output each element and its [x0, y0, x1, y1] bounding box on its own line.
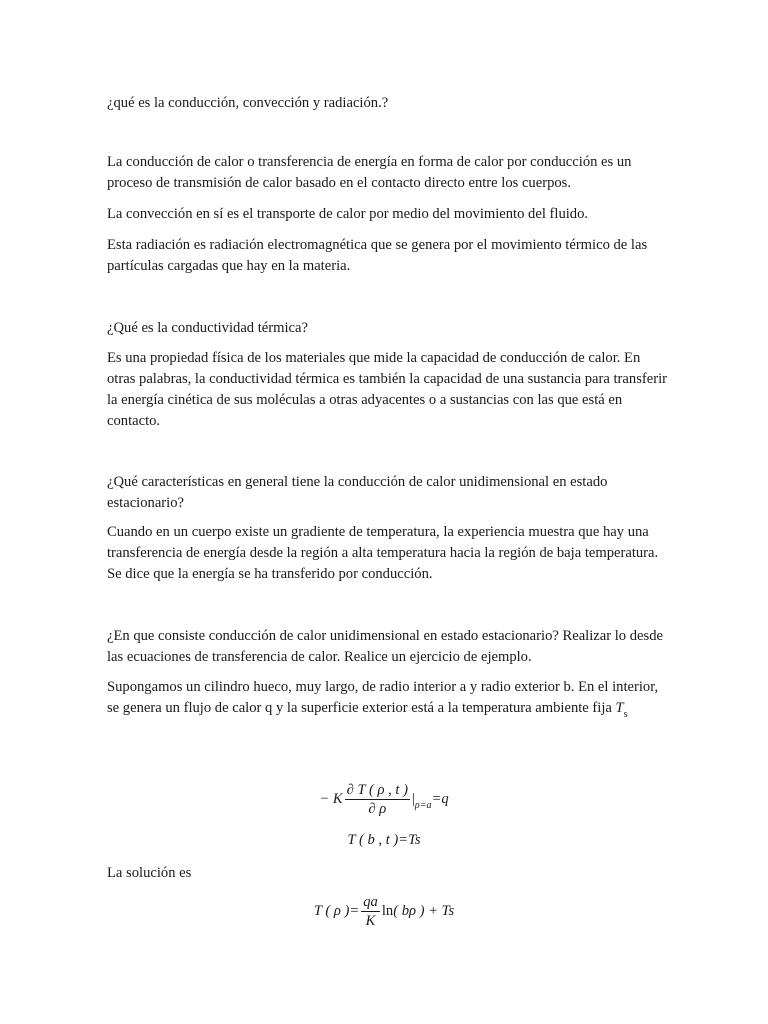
eq1-prefix: − K [319, 790, 343, 807]
answer-1-convection: La convección en sí es el transporte de calor por medio del movimiento del fluido. [107, 206, 589, 222]
eq1-rhs: =q [431, 790, 449, 807]
question-1: ¿qué es la conducción, convección y radiación.? [107, 95, 389, 111]
answer-4-text: Supongamos un cilindro hueco, muy largo, de radio interior a y radio exterior b. En el interior, se genera un flujo de calor q y la superficie exterior está a la temperatura ambiente fija [107, 679, 659, 716]
question-3: ¿Qué características en general tiene la conducción de calor unidimensional en estado estacionario? [107, 474, 608, 511]
ts-symbol: T [615, 700, 624, 716]
equation-solution [0, 893, 768, 930]
solution-label: La solución es [107, 865, 192, 881]
ts-subscript: s [623, 709, 628, 720]
eq1-numerator: ∂ T ( ρ , t ) [346, 782, 408, 798]
question-2: ¿Qué es la conductividad térmica? [107, 320, 308, 336]
eq3-denominator: K [365, 913, 376, 929]
eq1-fraction [345, 781, 410, 818]
equation-boundary-outer: T ( b , t )=Ts [347, 832, 421, 848]
eq3-fraction [361, 893, 380, 930]
eq1-bar: | [411, 790, 415, 807]
eq3-rest: ( bρ ) + Ts [393, 902, 455, 919]
equation-boundary-inner [0, 781, 768, 818]
answer-4 [107, 677, 667, 725]
question-4: ¿En que consiste conducción de calor unidimensional en estado estacionario? Realizar lo desde las ecuaciones de transferencia de calor. Realice un ejercicio de ejemplo. [107, 628, 663, 665]
eq1-subscript: ρ=a [414, 799, 432, 811]
answer-3: Cuando en un cuerpo existe un gradiente de temperatura, la experiencia muestra que hay una transferencia de energía desde la región a alta temperatura hacia la región de baja temperatura. Se dice que la energía se ha transferido por conducción. [107, 524, 659, 582]
answer-1-conduction: La conducción de calor o transferencia de energía en forma de calor por conducción es un proceso de transmisión de calor basado en el contacto directo entre los cuerpos. [107, 154, 632, 191]
answer-2: Es una propiedad física de los materiales que mide la capacidad de conducción de calor. En otras palabras, la conductividad térmica es también la capacidad de una sustancia para transferir la energía cinética de sus moléculas a otras adyacentes o a sustancias con las que está en contacto. [107, 350, 667, 429]
eq3-lhs: T ( ρ )= [313, 902, 360, 919]
eq3-ln: ln [381, 902, 394, 919]
eq1-denominator: ∂ ρ [368, 801, 387, 817]
eq3-numerator: qa [363, 894, 378, 910]
answer-1-radiation: Esta radiación es radiación electromagnética que se genera por el movimiento térmico de las partículas cargadas que hay en la materia. [107, 237, 648, 274]
